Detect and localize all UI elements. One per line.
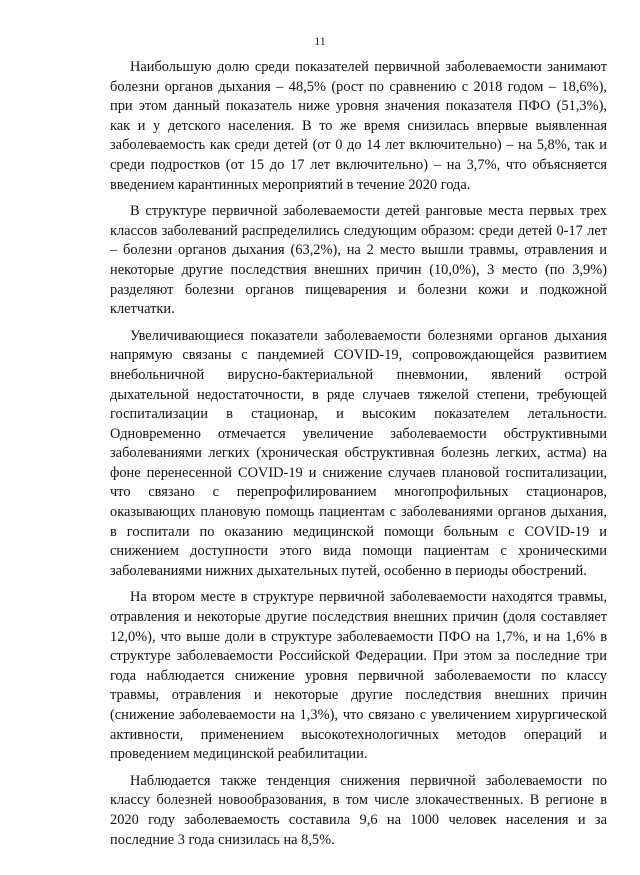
paragraph-covid-impact: Увеличивающиеся показатели заболеваемости болезнями органов дыхания напрямую связаны с пандемией COVID-19, сопровождающейся развитием внебольничной вирусно-бактериальной пневмонии, явлений острой дыхательной недостаточности, в ряде случаев тяжелой степени, требующей госпитализации в стационар, и высоким показателем летальности. Одновременно отмечается увеличение заболеваемости обструктивными заболеваниями легких (хроническая обструктивная болезнь легких, астма) на фоне перенесенной COVID-19 и снижение случаев плановой госпитализации, что связано с перепрофилированием многопрофильных стационаров, оказывающих плановую помощь пациентам с заболеваниями органов дыхания, в госпитали по оказанию медицинской помощи больным с COVID-19 и снижением доступности этого вида помощи пациентам с хроническими заболеваниями нижних дыхательных путей, особенно в периоды обострений.: [110, 327, 607, 579]
page-number: 11: [314, 34, 326, 48]
paragraph-injuries: На втором месте в структуре первичной заболеваемости находятся травмы, отравления и некоторые другие последствия внешних причин (доля составляет 12,0%), что выше доли в структуре заболеваемости ПФО на 1,7%, и на 1,6% в структуре заболеваемости Российской Федерации. При этом за последние три года наблюдается снижение уровня первичной заболеваемости по классу травмы, отравления и некоторые другие последствия внешних причин (снижение заболеваемости на 1,3%), что связано с увеличением хирургической активности, применением высокотехнологичных методов операций и проведением медицинской реабилитации.: [110, 589, 607, 763]
paragraph-respiratory-diseases: Наибольшую долю среди показателей первичной заболеваемости занимают болезни органов дыхания – 48,5% (рост по сравнению с 2018 годом – 18,6%), при этом данный показатель ниже уровня значения показателя ПФО (51,3%), как и у детского населения. В то же время снизилась впервые выявленная заболеваемость как среди детей (от 0 до 14 лет включительно) – на 5,8%, так и среди подростков (от 15 до 17 лет включительно) – на 3,7%, что объясняется введением карантинных мероприятий в течение 2020 года.: [110, 59, 607, 193]
paragraph-neoplasms: Наблюдается также тенденция снижения первичной заболеваемости по классу болезней новообразования, в том числе злокачественных. В регионе в 2020 году заболеваемость составила 9,6 на 1000 человек населения и за последние 3 года снизилась на 8,5%.: [110, 772, 607, 848]
document-body: [110, 58, 607, 857]
paragraph-children-ranking: В структуре первичной заболеваемости детей ранговые места первых трех классов заболеваний распределились следующим образом: среди детей 0-17 лет – болезни органов дыхания (63,2%), на 2 место вышли травмы, отравления и некоторые другие последствия внешних причин (10,0%), 3 место (по 3,9%) разделяют болезни органов пищеварения и болезни кожи и подкожной клетчатки.: [110, 203, 607, 318]
